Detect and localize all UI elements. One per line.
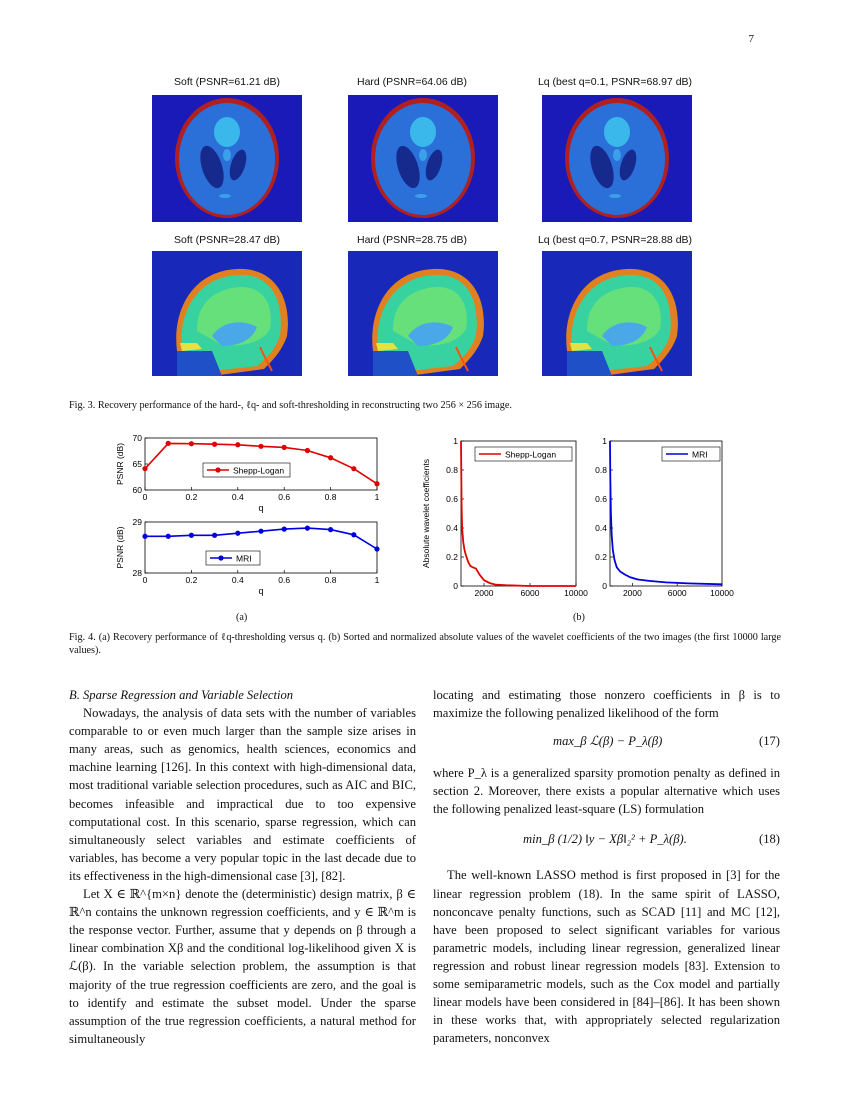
y-tick-label: 0.8 [595,465,607,475]
data-point [351,532,356,537]
y-tick-label: 0.2 [446,552,458,562]
fig4-caption [69,631,781,657]
x-tick-label: 0.8 [324,575,337,585]
data-point [142,466,147,471]
y-tick-label: 0.6 [446,494,458,504]
x-tick-label: 10000 [564,588,588,598]
data-point [189,441,194,446]
x-axis-label: q [258,503,264,513]
right-paragraph-1: locating and estimating those nonzero coefficients in β is to maximize the following penalized likelihood of the form [433,688,780,721]
equation-18 [433,826,780,856]
image-title: Hard (PSNR=28.75 dB) [356,234,467,246]
x-tick-label: 0 [142,492,148,502]
y-tick-label: 65 [132,459,142,469]
fig4-caption-text: (a) Recovery performance of ℓq-thresholding versus q. (b) Sorted and normalized absolute values of the wavelet coefficients of the two images (the first 10000 large values). [69,632,782,656]
data-point [258,529,263,534]
equation-18-number: (18) [759,832,780,847]
x-tick-label: 1 [374,492,380,502]
right-paragraph-2: where P_λ is a generalized sparsity promotion penalty as defined in section 2. Moreover, there exists a popular alternative which uses the following penalized least-square (LS) formulation [433,766,780,817]
mri-image-hard [348,251,498,376]
data-point [166,534,171,539]
y-tick-label: 0 [602,581,607,591]
x-tick-label: 1 [374,575,380,585]
x-tick-label: 0.8 [324,492,337,502]
x-axis-label: q [258,586,264,596]
phantom-image-hard [348,95,498,222]
data-point [282,445,287,450]
fig4-label-a: (a) [236,612,248,623]
fig3-caption-prefix: Fig. 3. [69,400,96,411]
equation-17 [433,728,780,758]
fig4-label-b: (b) [573,612,585,623]
equation-17-number: (17) [759,734,780,749]
x-tick-label: 0.4 [231,492,244,502]
legend-label: MRI [692,449,708,460]
left-paragraph-2: Let X ∈ ℝ^{m×n} denote the (deterministic) design matrix, β ∈ ℝ^n contains the unknown regression coefficients, and y ∈ ℝ^m is the response vector. Further, assume that y depends on β through a linear combination Xβ and the conditional log-likelihood given X is ℒ(β). In the variable selection problem, the assumption is that majority of the true regression coefficients are zero, and the goal is to identify and estimate the subset model. Under the sparse assumption of the true regression coefficients, a natural method for simultaneously [69,887,416,1046]
mri-image-lq [542,251,692,376]
data-point [166,441,171,446]
y-axis-label: PSNR (dB) [115,526,125,569]
legend-label: MRI [236,553,252,564]
data-point [235,442,240,447]
x-tick-label: 0.2 [185,492,198,502]
y-tick-label: 0 [453,581,458,591]
legend-marker [215,467,220,472]
fig4-caption-prefix: Fig. 4. [69,632,96,643]
image-title: Soft (PSNR=28.47 dB) [174,234,280,246]
y-tick-label: 70 [132,433,142,443]
chart-wavelet-coefficients [400,430,750,610]
data-point [282,527,287,532]
phantom-image-lq [542,95,692,222]
y-tick-label: 60 [132,485,142,495]
y-axis-label: Absolute wavelet coefficients [421,459,431,568]
y-tick-label: 0.4 [446,523,458,533]
section-heading: B. Sparse Regression and Variable Selection [69,688,294,702]
plot-frame [461,441,576,586]
image-title: Soft (PSNR=61.21 dB) [174,76,280,88]
x-tick-label: 6000 [667,588,687,598]
legend-label: Shepp-Logan [505,449,557,460]
x-tick-label: 2000 [622,588,642,598]
data-point [328,527,333,532]
equation-18-body: min_β (1/2) ‖y − Xβ‖₂² + P_λ(β). [523,832,687,847]
legend-marker [218,555,223,560]
fig3-caption [69,399,781,412]
y-tick-label: 0.4 [595,523,607,533]
x-tick-label: 0 [142,575,148,585]
y-tick-label: 28 [132,568,142,578]
image-title: Lq (best q=0.1, PSNR=68.97 dB) [537,76,693,88]
x-tick-label: 0.6 [278,575,291,585]
data-point [189,533,194,538]
chart-psnr-vs-q [100,430,400,610]
data-point [258,444,263,449]
x-tick-label: 0.2 [185,575,198,585]
phantom-image-soft [152,95,302,222]
data-point [212,533,217,538]
y-tick-label: 1 [453,436,458,446]
data-point [374,481,379,486]
y-tick-label: 1 [602,436,607,446]
mri-image-soft [152,251,302,376]
legend-label: Shepp-Logan [233,465,285,476]
y-axis-label: PSNR (dB) [115,442,125,486]
data-point [305,448,310,453]
data-point [374,546,379,551]
image-title: Lq (best q=0.7, PSNR=28.88 dB) [537,234,693,246]
right-column [433,686,780,1047]
y-tick-label: 0.6 [595,494,607,504]
y-tick-label: 29 [132,517,142,527]
right-paragraph-3: The well-known LASSO method is first proposed in [3] for the linear regression problem (18). In the same spirit of LASSO, nonconcave penalty functions, such as SCAD [11] and MC [12], have been proposed to select significant variables for various parametric models, including linear regression, generalized linear regression and robust linear regression models [83]. Extension to some semiparametric models, such as the Cox model and partially linear models have been considered in [84]–[86]. It has been shown in these works that, with appropriately selected regularization parameters, nonconvex [433,868,780,1046]
x-tick-label: 0.6 [278,492,291,502]
data-point [328,455,333,460]
data-point [142,534,147,539]
data-point [305,526,310,531]
x-tick-label: 2000 [474,588,494,598]
equation-17-body: max_β ℒ(β) − P_λ(β) [553,734,663,749]
data-point [351,466,356,471]
page-number: 7 [748,33,754,45]
y-tick-label: 0.2 [595,552,607,562]
fig3-caption-text: Recovery performance of the hard-, ℓq- and soft-thresholding in reconstructing two 256 × 256 image. [97,400,512,411]
left-column [69,686,416,1048]
x-tick-label: 0.4 [231,575,244,585]
x-tick-label: 10000 [710,588,734,598]
left-paragraph-1: Nowadays, the analysis of data sets with the number of variables comparable to or even much larger than the sample size arises in many areas, such as genomics, health sciences, economics and machine learning [126]. In this context with high-dimensional data, most traditional variable selection procedures, such as AIC and BIC, becomes infeasible and impractical due to too expensive computational cost. In this scenario, sparse regression, which can simultaneously select variables and estimate coefficients of variables, has become a very popular topic in the last decade due to its effectiveness in the high-dimensional case [3], [82]. [69,706,416,883]
y-tick-label: 0.8 [446,465,458,475]
data-point [235,531,240,536]
image-title: Hard (PSNR=64.06 dB) [356,76,467,88]
plot-frame [610,441,722,586]
data-point [212,442,217,447]
x-tick-label: 6000 [520,588,540,598]
